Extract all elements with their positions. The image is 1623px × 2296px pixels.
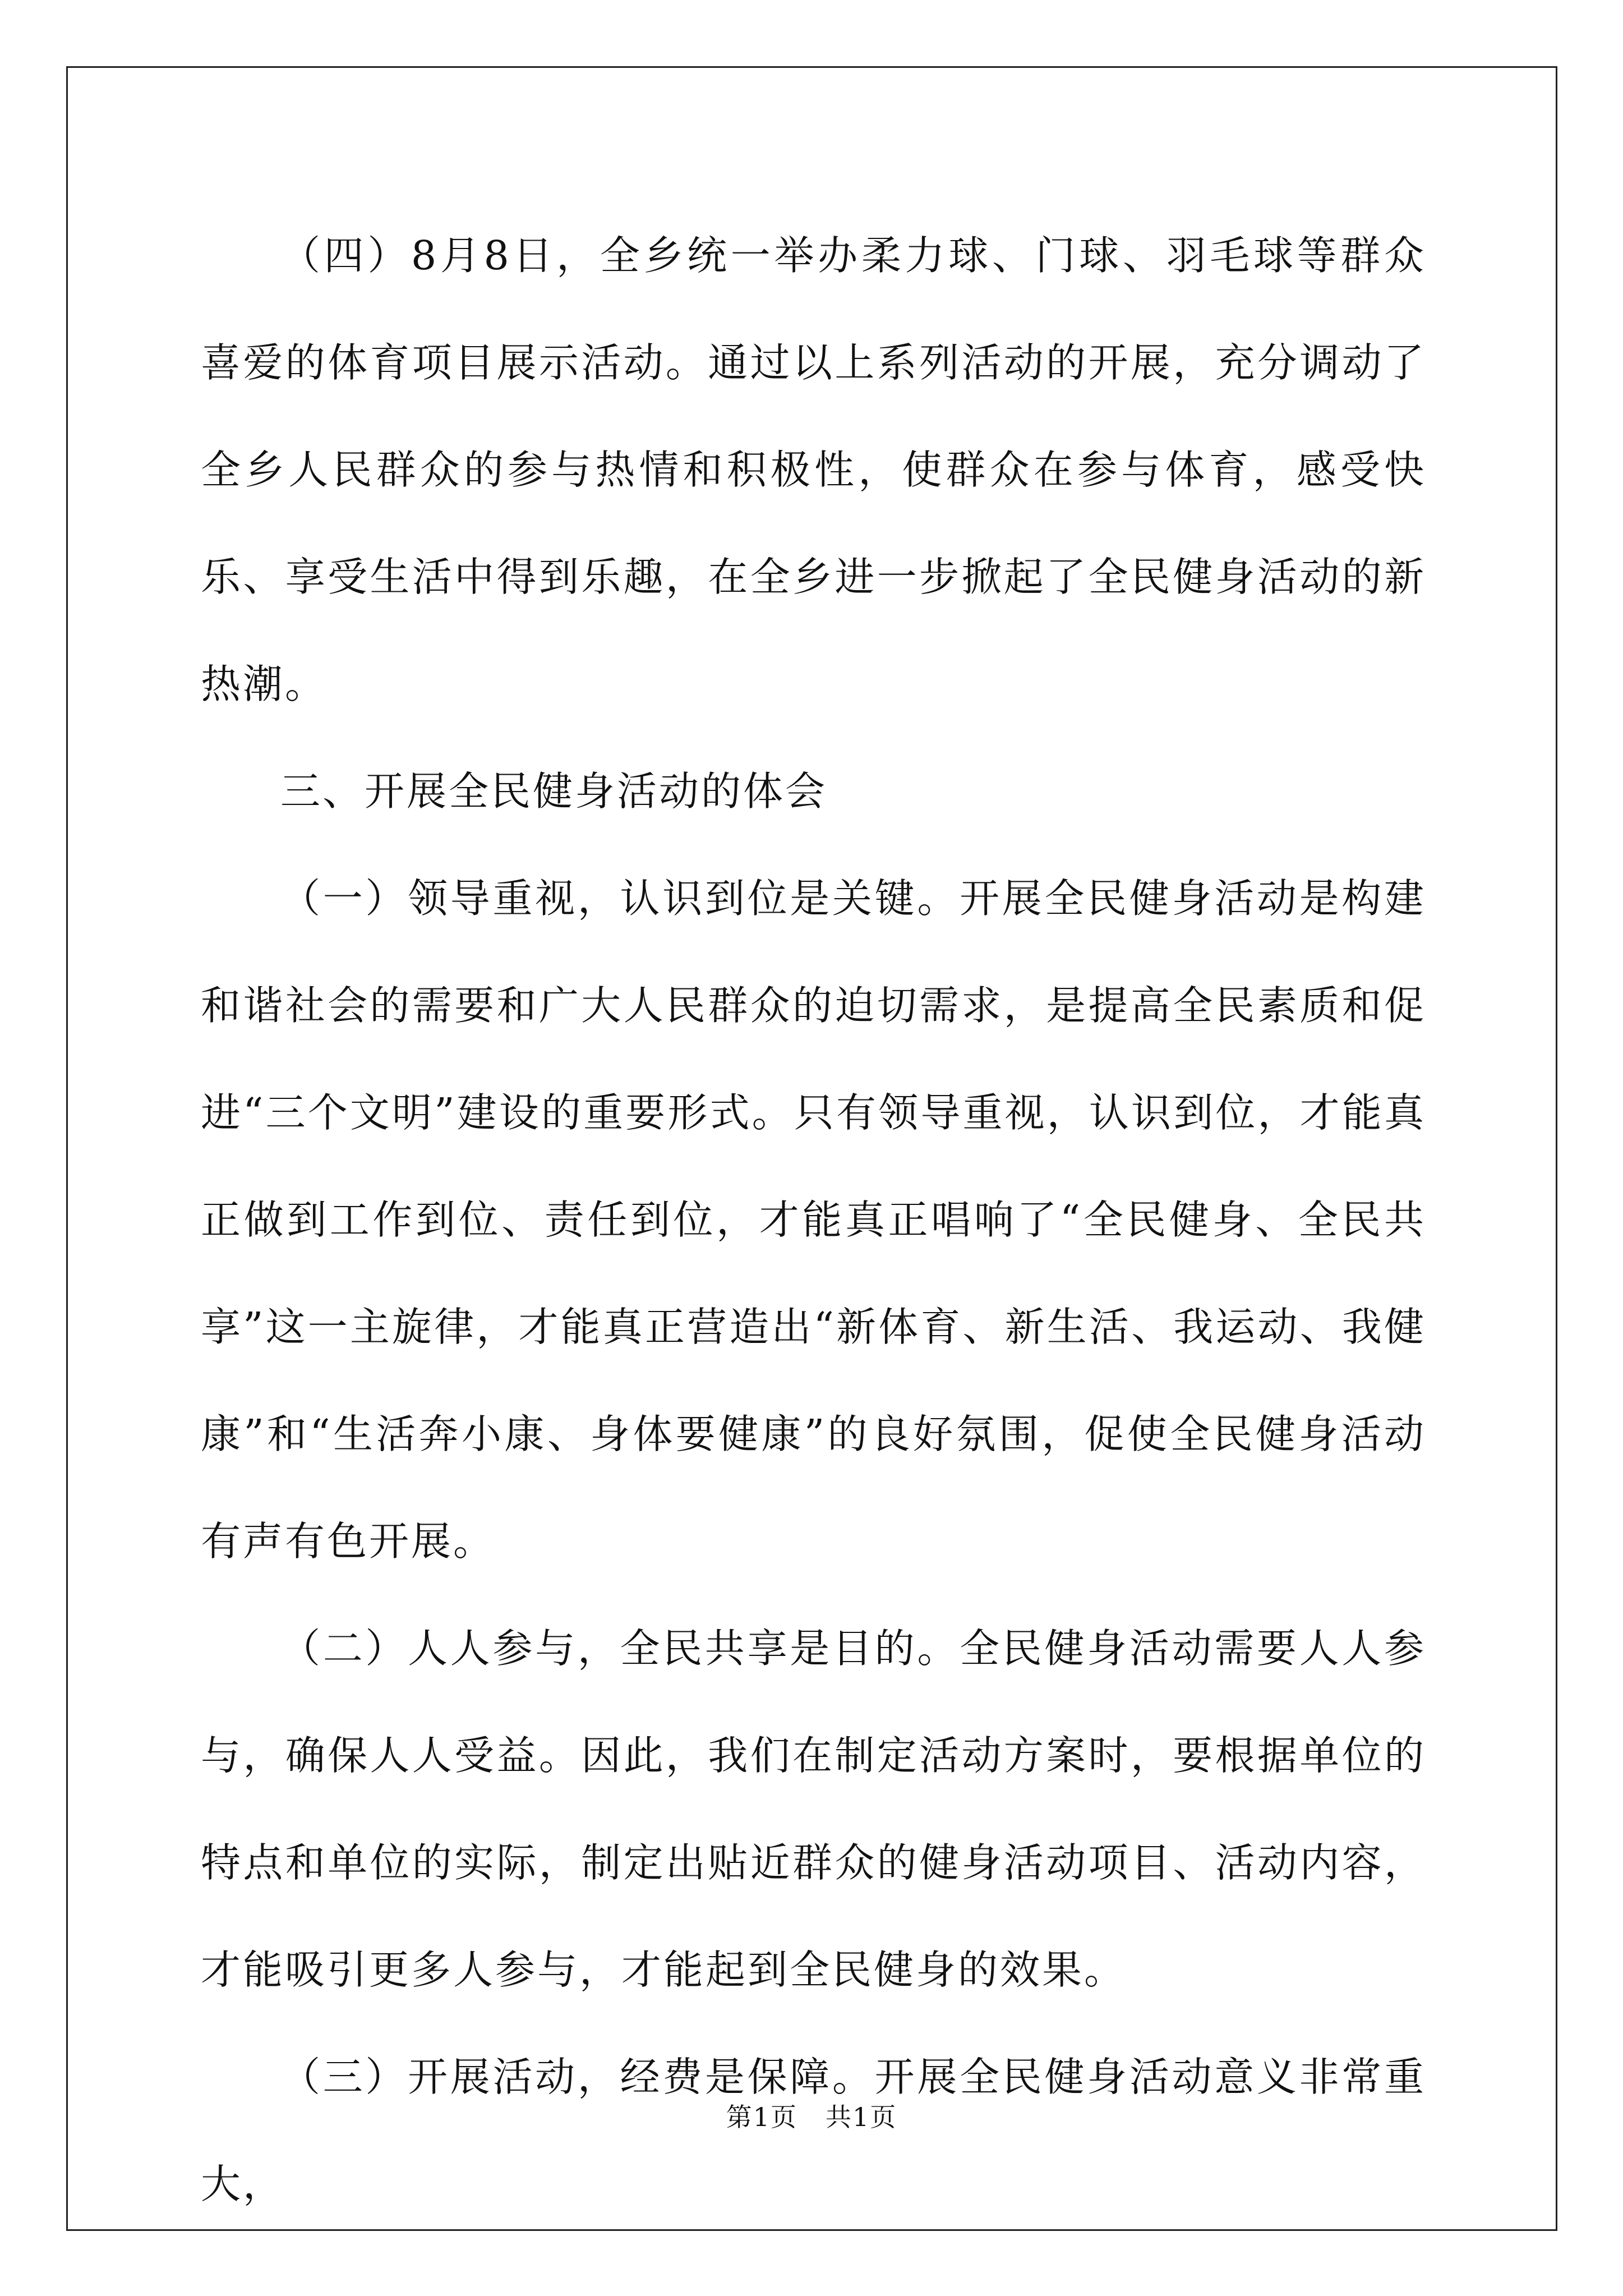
paragraph-4-activities: （四）8月8日，全乡统一举办柔力球、门球、羽毛球等群众喜爱的体育项目展示活动。通过以上系列活动的开展，充分调动了全乡人民群众的参与热情和积极性，使群众在参与体育，感受快乐、享受生活中得到乐趣，在全乡进一步掀起了全民健身活动的新热潮。: [201, 232, 1426, 707]
document-body: [201, 202, 1426, 2238]
paragraph-1-leadership: （一）领导重视，认识到位是关键。开展全民健身活动是构建和谐社会的需要和广大人民群众的迫切需求，是提高全民素质和促进“三个文明”建设的重要形式。只有领导重视，认识到位，才能真正做到工作到位、责任到位，才能真正唱响了“全民健身、全民共享”这一主旋律，才能真正营造出“新体育、新生活、我运动、我健康”和“生活奔小康、身体要健康”的良好氛围，促使全民健身活动有声有色开展。: [201, 875, 1426, 1565]
section-heading-experience: 三、开展全民健身活动的体会: [280, 768, 828, 815]
page-number-label: 第1页: [726, 2102, 798, 2132]
page-footer: [0, 2097, 1623, 2134]
page-total-label: 共1页: [825, 2102, 897, 2132]
paragraph-3-funding: （三）开展活动，经费是保障。开展全民健身活动意义非常重大，: [201, 2054, 1426, 2207]
paragraph-2-participation: （二）人人参与，全民共享是目的。全民健身活动需要人人参与，确保人人受益。因此，我们在制定活动方案时，要根据单位的特点和单位的实际，制定出贴近群众的健身活动项目、活动内容，才能吸引更多人参与，才能起到全民健身的效果。: [201, 1625, 1426, 1993]
